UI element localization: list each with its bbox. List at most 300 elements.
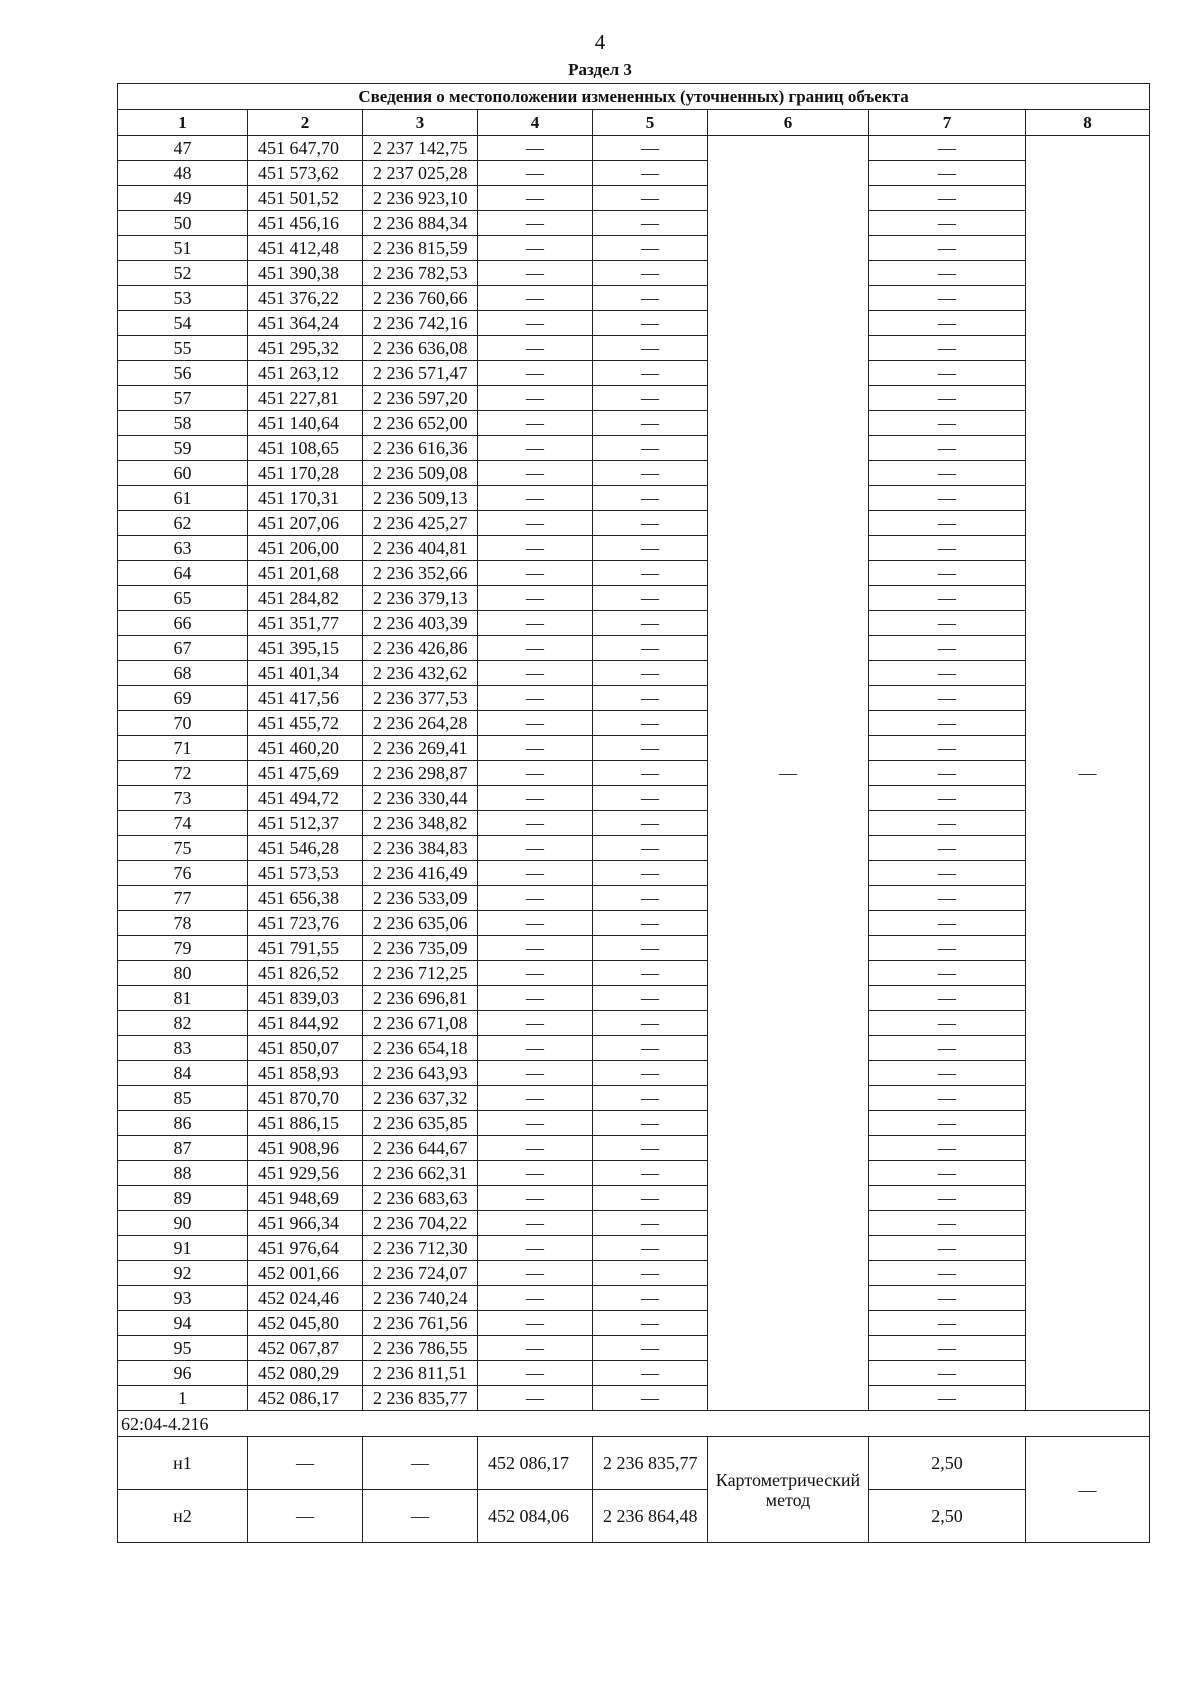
x-coordinate: 452 067,87 <box>248 1336 363 1361</box>
point-number: 71 <box>118 736 248 761</box>
point-number: 64 <box>118 561 248 586</box>
col5-dash: — <box>593 361 708 386</box>
boundary-coordinates-table <box>117 83 1150 1543</box>
table-row <box>118 261 1150 286</box>
col4-dash: — <box>478 411 593 436</box>
table-caption: Сведения о местоположении измененных (уточненных) границ объекта <box>118 84 1150 110</box>
col7-dash: — <box>869 311 1026 336</box>
col7-dash: — <box>869 236 1026 261</box>
col4-dash: — <box>478 1161 593 1186</box>
col6-merged-dash: — <box>708 136 869 1411</box>
y-coordinate: 2 236 616,36 <box>363 436 478 461</box>
col5-dash: — <box>593 1311 708 1336</box>
col5-dash: — <box>593 336 708 361</box>
col5-dash: — <box>593 1361 708 1386</box>
point-number: 79 <box>118 936 248 961</box>
table-row <box>118 936 1150 961</box>
x-coordinate: 451 512,37 <box>248 811 363 836</box>
col7-dash: — <box>869 761 1026 786</box>
point-number: 63 <box>118 536 248 561</box>
point-number: 84 <box>118 1061 248 1086</box>
col7-dash: — <box>869 836 1026 861</box>
col4-dash: — <box>478 761 593 786</box>
x-coordinate: 451 412,48 <box>248 236 363 261</box>
col4-dash: — <box>478 1261 593 1286</box>
table-row <box>118 611 1150 636</box>
col5-dash: — <box>593 211 708 236</box>
table-row <box>118 361 1150 386</box>
y-coordinate: 2 236 425,27 <box>363 511 478 536</box>
col4-dash: — <box>478 636 593 661</box>
col5-dash: — <box>593 386 708 411</box>
col7-dash: — <box>869 1061 1026 1086</box>
x-coordinate: 451 573,62 <box>248 161 363 186</box>
col7-dash: — <box>869 161 1026 186</box>
x-coordinate: 451 546,28 <box>248 836 363 861</box>
column-number: 8 <box>1026 110 1150 136</box>
y-coordinate: 2 236 724,07 <box>363 1261 478 1286</box>
x-coordinate: 451 908,96 <box>248 1136 363 1161</box>
col5-dash: — <box>593 1211 708 1236</box>
table-row <box>118 836 1150 861</box>
col7-dash: — <box>869 1011 1026 1036</box>
col4-dash: — <box>478 236 593 261</box>
y-coordinate: 2 236 923,10 <box>363 186 478 211</box>
col7-dash: — <box>869 986 1026 1011</box>
y-coordinate: 2 236 742,16 <box>363 311 478 336</box>
col5-dash: — <box>593 911 708 936</box>
y-coordinate: 2 236 704,22 <box>363 1211 478 1236</box>
x-coordinate: 451 227,81 <box>248 386 363 411</box>
col7-dash: — <box>869 1386 1026 1411</box>
table-row <box>118 436 1150 461</box>
point-number: 50 <box>118 211 248 236</box>
col4-dash: — <box>478 1386 593 1411</box>
table-row <box>118 1286 1150 1311</box>
table-row <box>118 1011 1150 1036</box>
x-coordinate: 451 858,93 <box>248 1061 363 1086</box>
point-number: 87 <box>118 1136 248 1161</box>
col7-dash: — <box>869 886 1026 911</box>
x-coordinate-new: 452 084,06 <box>478 1490 593 1543</box>
y-coordinate: 2 236 264,28 <box>363 711 478 736</box>
table-row <box>118 211 1150 236</box>
col2-dash: — <box>248 1490 363 1543</box>
y-coordinate: 2 236 671,08 <box>363 1011 478 1036</box>
column-number: 4 <box>478 110 593 136</box>
table-row <box>118 1111 1150 1136</box>
col3-dash: — <box>363 1437 478 1490</box>
table-row <box>118 786 1150 811</box>
col7-dash: — <box>869 736 1026 761</box>
col4-dash: — <box>478 1086 593 1111</box>
y-coordinate: 2 236 835,77 <box>363 1386 478 1411</box>
col4-dash: — <box>478 1186 593 1211</box>
table-row <box>118 736 1150 761</box>
col7-dash: — <box>869 1186 1026 1211</box>
col4-dash: — <box>478 436 593 461</box>
y-coordinate: 2 236 712,25 <box>363 961 478 986</box>
point-number: 72 <box>118 761 248 786</box>
col4-dash: — <box>478 1061 593 1086</box>
col7-dash: — <box>869 136 1026 161</box>
page-number: 4 <box>594 30 606 54</box>
col5-dash: — <box>593 411 708 436</box>
col7-dash: — <box>869 561 1026 586</box>
col5-dash: — <box>593 536 708 561</box>
col7-dash: — <box>869 486 1026 511</box>
col5-dash: — <box>593 161 708 186</box>
col7-dash: — <box>869 861 1026 886</box>
col5-dash: — <box>593 1011 708 1036</box>
y-coordinate: 2 236 298,87 <box>363 761 478 786</box>
col4-dash: — <box>478 586 593 611</box>
table-row <box>118 1386 1150 1411</box>
table-row <box>118 161 1150 186</box>
point-number: 75 <box>118 836 248 861</box>
x-coordinate: 451 886,15 <box>248 1111 363 1136</box>
point-number: 78 <box>118 911 248 936</box>
col5-dash: — <box>593 661 708 686</box>
x-coordinate: 451 850,07 <box>248 1036 363 1061</box>
col2-dash: — <box>248 1437 363 1490</box>
col4-dash: — <box>478 1111 593 1136</box>
determination-method: Картометрический метод <box>708 1437 869 1543</box>
y-coordinate: 2 236 740,24 <box>363 1286 478 1311</box>
table-row <box>118 311 1150 336</box>
x-coordinate: 451 839,03 <box>248 986 363 1011</box>
col7-dash: — <box>869 411 1026 436</box>
y-coordinate: 2 236 509,08 <box>363 461 478 486</box>
table-row <box>118 911 1150 936</box>
x-coordinate: 451 460,20 <box>248 736 363 761</box>
column-numbers-row <box>118 110 1150 136</box>
col4-dash: — <box>478 1211 593 1236</box>
table-row <box>118 711 1150 736</box>
col4-dash: — <box>478 861 593 886</box>
x-coordinate: 451 948,69 <box>248 1186 363 1211</box>
point-number: 68 <box>118 661 248 686</box>
table-row <box>118 561 1150 586</box>
point-number: 74 <box>118 811 248 836</box>
col5-dash: — <box>593 936 708 961</box>
point-number: 96 <box>118 1361 248 1386</box>
x-coordinate: 451 206,00 <box>248 536 363 561</box>
x-coordinate: 451 475,69 <box>248 761 363 786</box>
point-number: 86 <box>118 1111 248 1136</box>
col5-dash: — <box>593 1111 708 1136</box>
col5-dash: — <box>593 1161 708 1186</box>
col5-dash: — <box>593 761 708 786</box>
col4-dash: — <box>478 936 593 961</box>
table-row <box>118 1061 1150 1086</box>
point-number: 88 <box>118 1161 248 1186</box>
col7-dash: — <box>869 1286 1026 1311</box>
point-number: 57 <box>118 386 248 411</box>
y-coordinate: 2 236 811,51 <box>363 1361 478 1386</box>
point-number: 56 <box>118 361 248 386</box>
x-coordinate: 452 024,46 <box>248 1286 363 1311</box>
y-coordinate: 2 236 761,56 <box>363 1311 478 1336</box>
point-number: 90 <box>118 1211 248 1236</box>
col7-dash: — <box>869 1336 1026 1361</box>
column-number: 2 <box>248 110 363 136</box>
col7-dash: — <box>869 386 1026 411</box>
col7-dash: — <box>869 511 1026 536</box>
col7-dash: — <box>869 711 1026 736</box>
column-number: 6 <box>708 110 869 136</box>
col5-dash: — <box>593 486 708 511</box>
y-coordinate: 2 236 635,85 <box>363 1111 478 1136</box>
x-coordinate: 451 494,72 <box>248 786 363 811</box>
x-coordinate: 451 263,12 <box>248 361 363 386</box>
point-number: 69 <box>118 686 248 711</box>
col5-dash: — <box>593 511 708 536</box>
col4-dash: — <box>478 536 593 561</box>
col5-dash: — <box>593 636 708 661</box>
y-coordinate: 2 236 379,13 <box>363 586 478 611</box>
point-number: 77 <box>118 886 248 911</box>
x-coordinate: 451 364,24 <box>248 311 363 336</box>
col4-dash: — <box>478 986 593 1011</box>
col7-dash: — <box>869 336 1026 361</box>
col5-dash: — <box>593 686 708 711</box>
y-coordinate: 2 236 637,32 <box>363 1086 478 1111</box>
table-row <box>118 861 1150 886</box>
x-coordinate: 451 376,22 <box>248 286 363 311</box>
point-number: 62 <box>118 511 248 536</box>
point-number: 60 <box>118 461 248 486</box>
col4-dash: — <box>478 1311 593 1336</box>
col5-dash: — <box>593 786 708 811</box>
col4-dash: — <box>478 136 593 161</box>
subsection-code-row <box>118 1411 1150 1437</box>
point-number: 92 <box>118 1261 248 1286</box>
point-number: 58 <box>118 411 248 436</box>
point-number: н1 <box>118 1437 248 1490</box>
col7-dash: — <box>869 961 1026 986</box>
col5-dash: — <box>593 1061 708 1086</box>
col5-dash: — <box>593 186 708 211</box>
x-coordinate: 451 140,64 <box>248 411 363 436</box>
col4-dash: — <box>478 611 593 636</box>
subsection-code: 62:04-4.216 <box>118 1411 1150 1437</box>
y-coordinate: 2 236 533,09 <box>363 886 478 911</box>
table-row <box>118 461 1150 486</box>
col4-dash: — <box>478 661 593 686</box>
y-coordinate: 2 236 635,06 <box>363 911 478 936</box>
col4-dash: — <box>478 886 593 911</box>
x-coordinate: 451 966,34 <box>248 1211 363 1236</box>
point-number: 47 <box>118 136 248 161</box>
col5-dash: — <box>593 236 708 261</box>
col7-dash: — <box>869 286 1026 311</box>
y-coordinate-new: 2 236 864,48 <box>593 1490 708 1543</box>
col5-dash: — <box>593 561 708 586</box>
col4-dash: — <box>478 961 593 986</box>
col4-dash: — <box>478 161 593 186</box>
table-row <box>118 636 1150 661</box>
col7-dash: — <box>869 261 1026 286</box>
col7-dash: — <box>869 461 1026 486</box>
col5-dash: — <box>593 261 708 286</box>
table-row <box>118 586 1150 611</box>
col7-dash: — <box>869 811 1026 836</box>
x-coordinate: 451 170,28 <box>248 461 363 486</box>
col5-dash: — <box>593 1286 708 1311</box>
column-number: 3 <box>363 110 478 136</box>
table-row <box>118 1236 1150 1261</box>
col4-dash: — <box>478 836 593 861</box>
col5-dash: — <box>593 286 708 311</box>
y-coordinate: 2 236 597,20 <box>363 386 478 411</box>
col5-dash: — <box>593 1136 708 1161</box>
col7-dash: — <box>869 636 1026 661</box>
col7-dash: — <box>869 661 1026 686</box>
col3-dash: — <box>363 1490 478 1543</box>
point-number: 67 <box>118 636 248 661</box>
col8-tail-dash: — <box>1026 1437 1150 1543</box>
point-number: 66 <box>118 611 248 636</box>
col4-dash: — <box>478 1361 593 1386</box>
y-coordinate: 2 236 760,66 <box>363 286 478 311</box>
col7-dash: — <box>869 936 1026 961</box>
col4-dash: — <box>478 686 593 711</box>
col7-dash: — <box>869 186 1026 211</box>
col7-dash: — <box>869 1211 1026 1236</box>
col4-dash: — <box>478 211 593 236</box>
x-coordinate: 451 351,77 <box>248 611 363 636</box>
y-coordinate: 2 236 662,31 <box>363 1161 478 1186</box>
table-row <box>118 1361 1150 1386</box>
col5-dash: — <box>593 1236 708 1261</box>
column-number: 5 <box>593 110 708 136</box>
y-coordinate: 2 236 644,67 <box>363 1136 478 1161</box>
table-row <box>118 536 1150 561</box>
col5-dash: — <box>593 1036 708 1061</box>
accuracy-value: 2,50 <box>869 1490 1026 1543</box>
point-number: 48 <box>118 161 248 186</box>
col5-dash: — <box>593 836 708 861</box>
col5-dash: — <box>593 311 708 336</box>
x-coordinate: 451 656,38 <box>248 886 363 911</box>
col5-dash: — <box>593 986 708 1011</box>
y-coordinate: 2 236 377,53 <box>363 686 478 711</box>
point-number: 49 <box>118 186 248 211</box>
accuracy-value: 2,50 <box>869 1437 1026 1490</box>
point-number: 51 <box>118 236 248 261</box>
table-row <box>118 761 1150 786</box>
col4-dash: — <box>478 786 593 811</box>
table-row <box>118 1136 1150 1161</box>
col7-dash: — <box>869 1111 1026 1136</box>
point-number: 52 <box>118 261 248 286</box>
table-row <box>118 1086 1150 1111</box>
col7-dash: — <box>869 686 1026 711</box>
col7-dash: — <box>869 211 1026 236</box>
col4-dash: — <box>478 486 593 511</box>
col7-dash: — <box>869 1261 1026 1286</box>
col7-dash: — <box>869 611 1026 636</box>
col4-dash: — <box>478 911 593 936</box>
col7-dash: — <box>869 1311 1026 1336</box>
y-coordinate: 2 236 683,63 <box>363 1186 478 1211</box>
x-coordinate: 451 284,82 <box>248 586 363 611</box>
y-coordinate: 2 236 712,30 <box>363 1236 478 1261</box>
x-coordinate: 451 417,56 <box>248 686 363 711</box>
point-number: 61 <box>118 486 248 511</box>
subsection-row <box>118 1490 1150 1543</box>
y-coordinate: 2 237 142,75 <box>363 136 478 161</box>
table-row <box>118 661 1150 686</box>
table-row <box>118 1186 1150 1211</box>
table-row <box>118 986 1150 1011</box>
y-coordinate-new: 2 236 835,77 <box>593 1437 708 1490</box>
table-row <box>118 236 1150 261</box>
col4-dash: — <box>478 336 593 361</box>
table-row <box>118 136 1150 161</box>
col7-dash: — <box>869 1036 1026 1061</box>
col4-dash: — <box>478 361 593 386</box>
column-number: 1 <box>118 110 248 136</box>
table-row <box>118 386 1150 411</box>
x-coordinate: 451 108,65 <box>248 436 363 461</box>
x-coordinate: 451 826,52 <box>248 961 363 986</box>
x-coordinate: 451 401,34 <box>248 661 363 686</box>
x-coordinate: 451 170,31 <box>248 486 363 511</box>
col4-dash: — <box>478 1136 593 1161</box>
x-coordinate: 451 455,72 <box>248 711 363 736</box>
x-coordinate: 451 844,92 <box>248 1011 363 1036</box>
col5-dash: — <box>593 436 708 461</box>
x-coordinate: 451 395,15 <box>248 636 363 661</box>
x-coordinate: 451 723,76 <box>248 911 363 936</box>
col4-dash: — <box>478 286 593 311</box>
table-row <box>118 411 1150 436</box>
col4-dash: — <box>478 1011 593 1036</box>
point-number: 65 <box>118 586 248 611</box>
x-coordinate: 451 456,16 <box>248 211 363 236</box>
table-row <box>118 1211 1150 1236</box>
col4-dash: — <box>478 736 593 761</box>
col5-dash: — <box>593 1086 708 1111</box>
col4-dash: — <box>478 261 593 286</box>
y-coordinate: 2 236 416,49 <box>363 861 478 886</box>
y-coordinate: 2 236 352,66 <box>363 561 478 586</box>
y-coordinate: 2 236 652,00 <box>363 411 478 436</box>
y-coordinate: 2 236 782,53 <box>363 261 478 286</box>
col5-dash: — <box>593 886 708 911</box>
x-coordinate: 451 207,06 <box>248 511 363 536</box>
x-coordinate: 451 976,64 <box>248 1236 363 1261</box>
y-coordinate: 2 236 735,09 <box>363 936 478 961</box>
point-number: 82 <box>118 1011 248 1036</box>
x-coordinate: 451 201,68 <box>248 561 363 586</box>
point-number: 53 <box>118 286 248 311</box>
x-coordinate: 451 501,52 <box>248 186 363 211</box>
col4-dash: — <box>478 561 593 586</box>
y-coordinate: 2 236 654,18 <box>363 1036 478 1061</box>
y-coordinate: 2 236 696,81 <box>363 986 478 1011</box>
table-row <box>118 961 1150 986</box>
y-coordinate: 2 236 432,62 <box>363 661 478 686</box>
col7-dash: — <box>869 436 1026 461</box>
col5-dash: — <box>593 1186 708 1211</box>
col7-dash: — <box>869 1361 1026 1386</box>
subsection-row <box>118 1437 1150 1490</box>
col7-dash: — <box>869 1236 1026 1261</box>
table-row <box>118 186 1150 211</box>
